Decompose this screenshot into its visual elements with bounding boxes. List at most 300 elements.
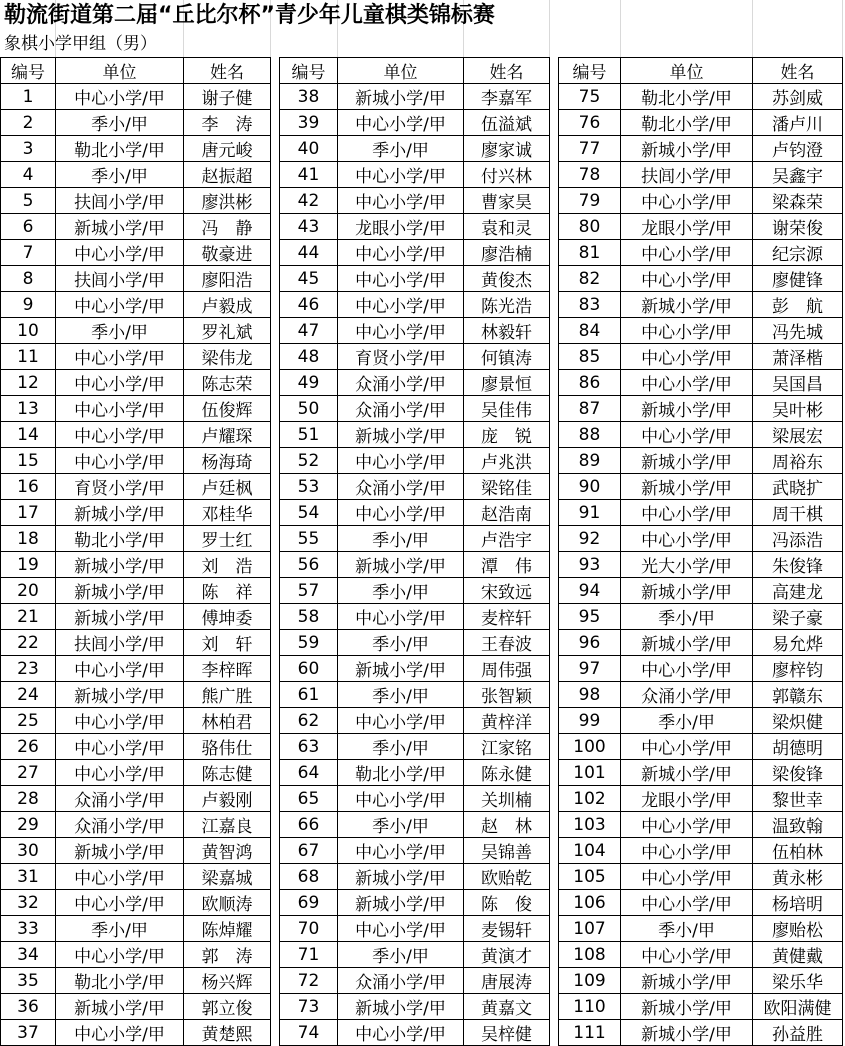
table-row xyxy=(280,838,550,864)
cell-unit: 季小/甲 xyxy=(338,578,464,604)
table-row xyxy=(559,656,843,682)
table-row xyxy=(280,370,550,396)
cell-name: 胡德明 xyxy=(753,734,843,760)
cell-unit: 中心小学/甲 xyxy=(56,448,184,474)
cell-name: 陈 俊 xyxy=(464,890,550,916)
table-row xyxy=(1,708,271,734)
cell-name: 孙益胜 xyxy=(753,1020,843,1046)
cell-no: 102 xyxy=(559,786,621,812)
cell-no: 44 xyxy=(280,240,338,266)
table-row xyxy=(280,656,550,682)
cell-unit: 中心小学/甲 xyxy=(621,734,753,760)
cell-name: 唐元峻 xyxy=(184,136,271,162)
player-table-1 xyxy=(0,57,271,1046)
cell-unit: 新城小学/甲 xyxy=(621,994,753,1020)
cell-name: 吴鑫宇 xyxy=(753,162,843,188)
cell-name: 黄永彬 xyxy=(753,864,843,890)
cell-unit: 新城小学/甲 xyxy=(56,682,184,708)
cell-unit: 众涌小学/甲 xyxy=(338,474,464,500)
cell-no: 32 xyxy=(1,890,56,916)
header-name: 姓名 xyxy=(753,58,843,84)
table-row xyxy=(559,474,843,500)
table-row xyxy=(559,396,843,422)
cell-unit: 新城小学/甲 xyxy=(621,474,753,500)
cell-unit: 新城小学/甲 xyxy=(621,630,753,656)
cell-unit: 新城小学/甲 xyxy=(338,994,464,1020)
cell-no: 79 xyxy=(559,188,621,214)
table-row xyxy=(559,188,843,214)
table-row xyxy=(280,786,550,812)
cell-unit: 中心小学/甲 xyxy=(621,500,753,526)
cell-unit: 中心小学/甲 xyxy=(338,916,464,942)
cell-no: 80 xyxy=(559,214,621,240)
cell-name: 罗士红 xyxy=(184,526,271,552)
cell-no: 57 xyxy=(280,578,338,604)
table-row xyxy=(1,604,271,630)
cell-no: 20 xyxy=(1,578,56,604)
table-row xyxy=(280,812,550,838)
cell-unit: 中心小学/甲 xyxy=(56,422,184,448)
table-row xyxy=(280,552,550,578)
cell-unit: 季小/甲 xyxy=(621,604,753,630)
cell-unit: 中心小学/甲 xyxy=(56,760,184,786)
cell-no: 88 xyxy=(559,422,621,448)
cell-unit: 新城小学/甲 xyxy=(621,578,753,604)
cell-name: 陈 祥 xyxy=(184,578,271,604)
cell-no: 82 xyxy=(559,266,621,292)
page-title: 勒流街道第二届“丘比尔杯”青少年儿童棋类锦标赛 xyxy=(4,3,495,28)
cell-no: 95 xyxy=(559,604,621,630)
table-row xyxy=(280,448,550,474)
table-row xyxy=(1,266,271,292)
cell-no: 58 xyxy=(280,604,338,630)
cell-no: 94 xyxy=(559,578,621,604)
cell-name: 周伟强 xyxy=(464,656,550,682)
cell-unit: 勒北小学/甲 xyxy=(56,526,184,552)
cell-no: 63 xyxy=(280,734,338,760)
cell-no: 97 xyxy=(559,656,621,682)
table-row xyxy=(1,344,271,370)
table-row xyxy=(559,838,843,864)
cell-name: 梁展宏 xyxy=(753,422,843,448)
table-row xyxy=(1,1020,271,1046)
table-row xyxy=(559,578,843,604)
cell-unit: 季小/甲 xyxy=(56,318,184,344)
cell-name: 卢浩宇 xyxy=(464,526,550,552)
cell-name: 卢兆洪 xyxy=(464,448,550,474)
cell-no: 78 xyxy=(559,162,621,188)
cell-name: 吴锦善 xyxy=(464,838,550,864)
cell-unit: 新城小学/甲 xyxy=(621,760,753,786)
table-row xyxy=(559,968,843,994)
cell-name: 唐展涛 xyxy=(464,968,550,994)
cell-no: 46 xyxy=(280,292,338,318)
table-row xyxy=(1,682,271,708)
cell-name: 梁俊锋 xyxy=(753,760,843,786)
cell-name: 杨兴辉 xyxy=(184,968,271,994)
cell-unit: 众涌小学/甲 xyxy=(338,968,464,994)
table-row xyxy=(559,214,843,240)
cell-unit: 中心小学/甲 xyxy=(621,838,753,864)
cell-unit: 中心小学/甲 xyxy=(56,292,184,318)
cell-no: 70 xyxy=(280,916,338,942)
table-row xyxy=(280,266,550,292)
cell-unit: 中心小学/甲 xyxy=(56,708,184,734)
table-row xyxy=(559,604,843,630)
table-row xyxy=(559,864,843,890)
cell-name: 林柏君 xyxy=(184,708,271,734)
table-row xyxy=(559,110,843,136)
cell-no: 74 xyxy=(280,1020,338,1046)
cell-unit: 季小/甲 xyxy=(338,136,464,162)
cell-no: 11 xyxy=(1,344,56,370)
cell-name: 吴梓健 xyxy=(464,1020,550,1046)
header-unit: 单位 xyxy=(338,58,464,84)
cell-no: 101 xyxy=(559,760,621,786)
cell-name: 杨海琦 xyxy=(184,448,271,474)
cell-name: 庞 锐 xyxy=(464,422,550,448)
cell-name: 梁炽健 xyxy=(753,708,843,734)
cell-name: 廖洪彬 xyxy=(184,188,271,214)
table-row xyxy=(1,786,271,812)
cell-no: 107 xyxy=(559,916,621,942)
table-row xyxy=(1,292,271,318)
cell-unit: 众涌小学/甲 xyxy=(338,370,464,396)
table-row xyxy=(1,396,271,422)
cell-no: 84 xyxy=(559,318,621,344)
cell-no: 110 xyxy=(559,994,621,1020)
cell-no: 89 xyxy=(559,448,621,474)
player-table-2 xyxy=(279,57,550,1046)
cell-no: 54 xyxy=(280,500,338,526)
table-row xyxy=(280,292,550,318)
cell-unit: 季小/甲 xyxy=(56,916,184,942)
table-row xyxy=(280,396,550,422)
cell-unit: 中心小学/甲 xyxy=(56,370,184,396)
table-row xyxy=(559,318,843,344)
table-row xyxy=(559,1020,843,1046)
cell-unit: 勒北小学/甲 xyxy=(621,110,753,136)
cell-name: 欧阳满健 xyxy=(753,994,843,1020)
cell-no: 9 xyxy=(1,292,56,318)
cell-name: 何镇涛 xyxy=(464,344,550,370)
cell-name: 陈焯耀 xyxy=(184,916,271,942)
table-row xyxy=(1,136,271,162)
cell-name: 敬豪进 xyxy=(184,240,271,266)
cell-no: 51 xyxy=(280,422,338,448)
cell-no: 61 xyxy=(280,682,338,708)
cell-name: 付兴林 xyxy=(464,162,550,188)
cell-unit: 勒北小学/甲 xyxy=(56,968,184,994)
cell-no: 24 xyxy=(1,682,56,708)
table-row xyxy=(559,448,843,474)
cell-no: 96 xyxy=(559,630,621,656)
cell-no: 68 xyxy=(280,864,338,890)
cell-unit: 中心小学/甲 xyxy=(56,656,184,682)
cell-name: 赵振超 xyxy=(184,162,271,188)
cell-no: 29 xyxy=(1,812,56,838)
table-row xyxy=(1,474,271,500)
cell-unit: 育贤小学/甲 xyxy=(56,474,184,500)
table-row xyxy=(1,448,271,474)
table-row xyxy=(1,188,271,214)
cell-unit: 新城小学/甲 xyxy=(56,552,184,578)
cell-unit: 新城小学/甲 xyxy=(56,500,184,526)
table-row xyxy=(1,526,271,552)
cell-name: 廖阳浩 xyxy=(184,266,271,292)
table-row xyxy=(559,552,843,578)
cell-no: 27 xyxy=(1,760,56,786)
table-row xyxy=(1,630,271,656)
table-row xyxy=(280,1020,550,1046)
header-no: 编号 xyxy=(559,58,621,84)
cell-no: 47 xyxy=(280,318,338,344)
cell-unit: 新城小学/甲 xyxy=(338,890,464,916)
cell-unit: 新城小学/甲 xyxy=(338,84,464,110)
cell-unit: 新城小学/甲 xyxy=(621,1020,753,1046)
cell-name: 黄楚熙 xyxy=(184,1020,271,1046)
table-row xyxy=(559,526,843,552)
table-row xyxy=(1,968,271,994)
cell-unit: 中心小学/甲 xyxy=(338,604,464,630)
cell-no: 49 xyxy=(280,370,338,396)
cell-name: 朱俊锋 xyxy=(753,552,843,578)
cell-name: 欧贻乾 xyxy=(464,864,550,890)
cell-unit: 新城小学/甲 xyxy=(338,422,464,448)
cell-no: 6 xyxy=(1,214,56,240)
cell-no: 93 xyxy=(559,552,621,578)
table-row xyxy=(559,890,843,916)
cell-no: 1 xyxy=(1,84,56,110)
cell-no: 76 xyxy=(559,110,621,136)
table-row xyxy=(1,110,271,136)
cell-no: 69 xyxy=(280,890,338,916)
cell-name: 卢廷枫 xyxy=(184,474,271,500)
header-row xyxy=(1,58,271,84)
table-row xyxy=(559,84,843,110)
cell-no: 8 xyxy=(1,266,56,292)
cell-unit: 中心小学/甲 xyxy=(338,786,464,812)
header-no: 编号 xyxy=(280,58,338,84)
cell-name: 卢钧澄 xyxy=(753,136,843,162)
cell-no: 2 xyxy=(1,110,56,136)
table-row xyxy=(1,84,271,110)
cell-name: 潭 伟 xyxy=(464,552,550,578)
table-row xyxy=(1,864,271,890)
cell-name: 袁和灵 xyxy=(464,214,550,240)
table-row xyxy=(280,604,550,630)
cell-name: 黄健戴 xyxy=(753,942,843,968)
cell-no: 16 xyxy=(1,474,56,500)
cell-name: 廖景恒 xyxy=(464,370,550,396)
table-row xyxy=(280,916,550,942)
cell-no: 109 xyxy=(559,968,621,994)
cell-name: 陈志健 xyxy=(184,760,271,786)
cell-name: 赵浩南 xyxy=(464,500,550,526)
cell-no: 103 xyxy=(559,812,621,838)
table-row xyxy=(280,84,550,110)
cell-no: 90 xyxy=(559,474,621,500)
cell-no: 30 xyxy=(1,838,56,864)
table-row xyxy=(1,734,271,760)
cell-name: 邓桂华 xyxy=(184,500,271,526)
cell-name: 廖健锋 xyxy=(753,266,843,292)
cell-unit: 季小/甲 xyxy=(56,162,184,188)
table-row xyxy=(1,942,271,968)
cell-no: 108 xyxy=(559,942,621,968)
cell-no: 65 xyxy=(280,786,338,812)
cell-unit: 季小/甲 xyxy=(338,942,464,968)
cell-unit: 扶闾小学/甲 xyxy=(56,630,184,656)
cell-name: 伍柏林 xyxy=(753,838,843,864)
table-row xyxy=(1,422,271,448)
cell-name: 黄演才 xyxy=(464,942,550,968)
cell-no: 56 xyxy=(280,552,338,578)
cell-unit: 中心小学/甲 xyxy=(56,396,184,422)
cell-unit: 中心小学/甲 xyxy=(56,1020,184,1046)
cell-name: 易允烨 xyxy=(753,630,843,656)
cell-name: 郭 涛 xyxy=(184,942,271,968)
cell-name: 伍俊辉 xyxy=(184,396,271,422)
cell-no: 34 xyxy=(1,942,56,968)
header-row xyxy=(280,58,550,84)
cell-no: 55 xyxy=(280,526,338,552)
cell-no: 12 xyxy=(1,370,56,396)
table-row xyxy=(559,630,843,656)
table-row xyxy=(280,214,550,240)
cell-unit: 勒北小学/甲 xyxy=(56,136,184,162)
cell-name: 梁子豪 xyxy=(753,604,843,630)
cell-no: 75 xyxy=(559,84,621,110)
cell-no: 40 xyxy=(280,136,338,162)
cell-unit: 中心小学/甲 xyxy=(338,838,464,864)
cell-unit: 扶闾小学/甲 xyxy=(56,188,184,214)
cell-no: 45 xyxy=(280,266,338,292)
cell-name: 赵 林 xyxy=(464,812,550,838)
cell-name: 萧泽楷 xyxy=(753,344,843,370)
table-row xyxy=(1,240,271,266)
table-row xyxy=(1,994,271,1020)
cell-no: 100 xyxy=(559,734,621,760)
cell-name: 陈志荣 xyxy=(184,370,271,396)
cell-no: 7 xyxy=(1,240,56,266)
cell-name: 纪宗源 xyxy=(753,240,843,266)
cell-unit: 中心小学/甲 xyxy=(621,812,753,838)
cell-name: 冯先城 xyxy=(753,318,843,344)
cell-unit: 中心小学/甲 xyxy=(621,890,753,916)
table-row xyxy=(559,136,843,162)
cell-unit: 新城小学/甲 xyxy=(56,838,184,864)
cell-name: 麦梓轩 xyxy=(464,604,550,630)
table-row xyxy=(1,656,271,682)
cell-no: 67 xyxy=(280,838,338,864)
cell-no: 43 xyxy=(280,214,338,240)
cell-name: 陈光浩 xyxy=(464,292,550,318)
cell-name: 黄智鸿 xyxy=(184,838,271,864)
table-row xyxy=(280,162,550,188)
table-row xyxy=(280,318,550,344)
cell-unit: 勒北小学/甲 xyxy=(621,84,753,110)
cell-unit: 中心小学/甲 xyxy=(56,84,184,110)
cell-name: 李 涛 xyxy=(184,110,271,136)
cell-no: 99 xyxy=(559,708,621,734)
table-row xyxy=(280,942,550,968)
group-subtitle: 象棋小学甲组（男） xyxy=(4,34,157,54)
cell-unit: 众涌小学/甲 xyxy=(56,812,184,838)
table-row xyxy=(559,240,843,266)
header-unit: 单位 xyxy=(56,58,184,84)
cell-unit: 中心小学/甲 xyxy=(621,656,753,682)
cell-no: 83 xyxy=(559,292,621,318)
cell-name: 王春波 xyxy=(464,630,550,656)
cell-name: 黎世幸 xyxy=(753,786,843,812)
cell-unit: 中心小学/甲 xyxy=(56,344,184,370)
table-row xyxy=(280,994,550,1020)
cell-no: 14 xyxy=(1,422,56,448)
cell-no: 17 xyxy=(1,500,56,526)
cell-name: 刘 轩 xyxy=(184,630,271,656)
cell-unit: 扶闾小学/甲 xyxy=(621,162,753,188)
table-row xyxy=(559,760,843,786)
table-row xyxy=(280,630,550,656)
cell-name: 傅坤委 xyxy=(184,604,271,630)
table-row xyxy=(280,682,550,708)
cell-name: 苏剑威 xyxy=(753,84,843,110)
cell-unit: 新城小学/甲 xyxy=(56,994,184,1020)
cell-no: 59 xyxy=(280,630,338,656)
cell-no: 104 xyxy=(559,838,621,864)
cell-name: 周裕东 xyxy=(753,448,843,474)
cell-no: 41 xyxy=(280,162,338,188)
cell-unit: 勒北小学/甲 xyxy=(338,760,464,786)
table-row xyxy=(1,370,271,396)
cell-unit: 中心小学/甲 xyxy=(338,292,464,318)
cell-unit: 季小/甲 xyxy=(56,110,184,136)
table-row xyxy=(280,734,550,760)
cell-unit: 中心小学/甲 xyxy=(621,942,753,968)
cell-unit: 新城小学/甲 xyxy=(621,396,753,422)
cell-unit: 季小/甲 xyxy=(338,734,464,760)
cell-name: 廖家诚 xyxy=(464,136,550,162)
cell-name: 卢毅刚 xyxy=(184,786,271,812)
cell-no: 66 xyxy=(280,812,338,838)
cell-unit: 中心小学/甲 xyxy=(338,708,464,734)
table-row xyxy=(280,760,550,786)
cell-name: 吴佳伟 xyxy=(464,396,550,422)
table-row xyxy=(1,552,271,578)
header-row xyxy=(559,58,843,84)
cell-unit: 众涌小学/甲 xyxy=(621,682,753,708)
player-table-3 xyxy=(558,57,843,1046)
cell-name: 廖浩楠 xyxy=(464,240,550,266)
cell-unit: 中心小学/甲 xyxy=(621,370,753,396)
header-no: 编号 xyxy=(1,58,56,84)
cell-no: 33 xyxy=(1,916,56,942)
cell-name: 潘卢川 xyxy=(753,110,843,136)
cell-name: 卢毅成 xyxy=(184,292,271,318)
cell-name: 李嘉军 xyxy=(464,84,550,110)
cell-unit: 中心小学/甲 xyxy=(621,422,753,448)
cell-name: 周干棋 xyxy=(753,500,843,526)
cell-name: 廖梓钧 xyxy=(753,656,843,682)
table-row xyxy=(1,162,271,188)
cell-no: 42 xyxy=(280,188,338,214)
cell-no: 64 xyxy=(280,760,338,786)
cell-unit: 龙眼小学/甲 xyxy=(621,214,753,240)
cell-unit: 育贤小学/甲 xyxy=(338,344,464,370)
cell-name: 伍溢斌 xyxy=(464,110,550,136)
cell-no: 5 xyxy=(1,188,56,214)
